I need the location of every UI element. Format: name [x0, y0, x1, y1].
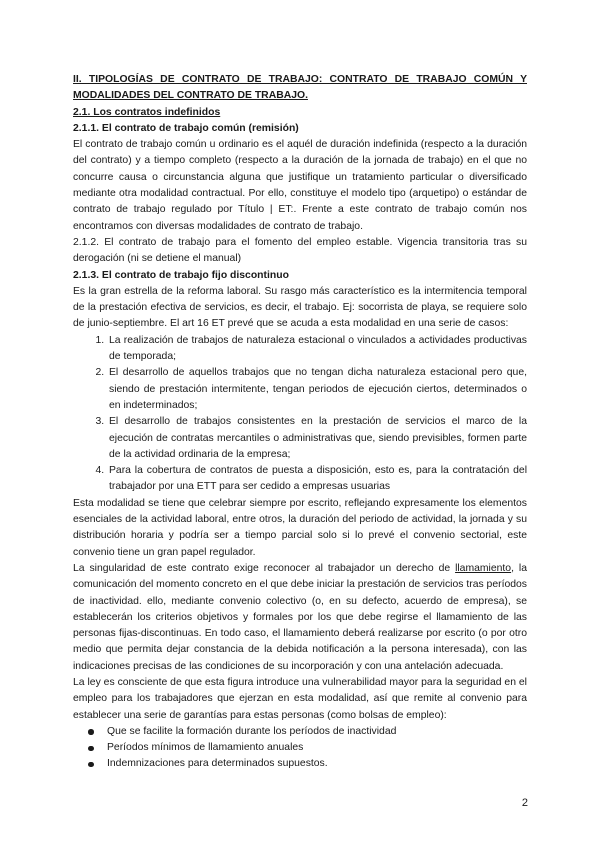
llamamiento-term: llamamiento [455, 562, 512, 574]
bullet-icon [88, 746, 94, 752]
cases-numbered-list [73, 333, 527, 496]
list-item [107, 724, 527, 740]
guarantees-bullet-list [73, 724, 527, 773]
subsection-title-2-1-1: 2.1.1. El contrato de trabajo común (remisión) [73, 122, 299, 134]
paragraph-contrato-comun: El contrato de trabajo común u ordinario es el aquél de duración indefinida (respecto a la duración del contrato) y a tiempo completo (respecto a la duración de la jornada de trabajo) en el que no concurre causa o circunstancia alguna que justifique un tratamiento particular o diversificado mediante otra modalidad contractual. Por ello, constituye el modelo tipo (arquetipo) o estándar de contrato de trabajo regulado por Título | ET:. Frente a este contrato de trabajo común nos encontramos con diversas modalidades de contrato de trabajo. [73, 139, 527, 232]
paragraph-forma-escrita: Esta modalidad se tiene que celebrar siempre por escrito, reflejando expresamente los elementos esenciales de la actividad laboral, entre otros, la duración del periodo de actividad, la jornada y su distribución horaria y podría ser a tiempo parcial solo si lo prevé el convenio sectorial, este convenio tiene un gran papel regulador. [73, 497, 527, 558]
list-item-text: Períodos mínimos de llamamiento anuales [107, 742, 304, 754]
bullet-icon [88, 729, 94, 735]
paragraph-2-1-2: 2.1.2. El contrato de trabajo para el fomento del empleo estable. Vigencia transitoria tras su derogación (ni se detiene el manual) [73, 236, 527, 265]
llamamiento-text-before: La singularidad de este contrato exige reconocer al trabajador un derecho de [73, 562, 456, 574]
list-item: 4. Para la cobertura de contratos de puesta a disposición, esto es, para la contratación del trabajador por una ETT para ser cedido a empresas usuarias [107, 463, 527, 496]
list-item-text: Indemnizaciones para determinados supuestos. [107, 758, 328, 770]
chapter-heading-line1: II. TIPOLOGÍAS DE CONTRATO DE TRABAJO: CONTRATO DE TRABAJO COMÚN Y [73, 74, 527, 85]
chapter-heading-line2: MODALIDADES DEL CONTRATO DE TRABAJO. [73, 90, 308, 102]
paragraph-vulnerabilidad: La ley es consciente de que esta figura introduce una vulnerabilidad mayor para la seguridad en el empleo para los trabajadores que ejerzan en esta modalidad, así que remite al convenio para establecer una serie de garantías para estas personas (como bolsas de empleo): [73, 676, 527, 721]
list-item: 2. El desarrollo de aquellos trabajos que no tengan dicha naturaleza estacional pero que, siendo de prestación intermitente, tengan periodos de ejecución ciertos, determinados o en indeterminados; [107, 365, 527, 414]
list-item: 3. El desarrollo de trabajos consistentes en la prestación de servicios el marco de la ejecución de contratas mercantiles o administrativas que, siendo previsibles, formen parte de la actividad ordinaria de la empresa; [107, 414, 527, 463]
page-number: 2 [521, 797, 528, 809]
list-item [107, 740, 527, 756]
list-item-text: Que se facilite la formación durante los períodos de inactividad [107, 725, 397, 737]
subsection-title-2-1-3: 2.1.3. El contrato de trabajo fijo discontinuo [73, 269, 289, 281]
llamamiento-text-after: , la comunicación del momento concreto en el que debe iniciar la prestación de servicios tras períodos de inactividad. ello, mediante convenio colectivo (o, en su defecto, acuerdo de empresa), se establecerán los criterios objetivos y formales por los que debe regirse el llamamiento de las personas fijas-discontinuas. En todo caso, el llamamiento deberá realizarse por escrito (o por otro medio que permita dejar constancia de la debida notificación a la persona interesada), con las indicaciones precisas de las condiciones de su incorporación y con una antelación adecuada. [73, 562, 527, 672]
list-item [107, 756, 527, 772]
list-item: 1. La realización de trabajos de naturaleza estacional o vinculados a actividades productivas de temporada; [107, 333, 527, 366]
paragraph-fijo-discontinuo-intro: Es la gran estrella de la reforma laboral. Su rasgo más característico es la intermitencia temporal de la prestación efectiva de servicios, es decir, el trabajo. Ej: socorrista de playa, se requiere solo de junio-septiembre. El art 16 ET prevé que se acuda a esta modalidad en una serie de casos: [73, 285, 527, 330]
paragraph-llamamiento [73, 561, 527, 675]
section-title-2-1: 2.1. Los contratos indefinidos [73, 106, 221, 118]
bullet-icon [88, 762, 94, 768]
document-page [73, 72, 527, 773]
